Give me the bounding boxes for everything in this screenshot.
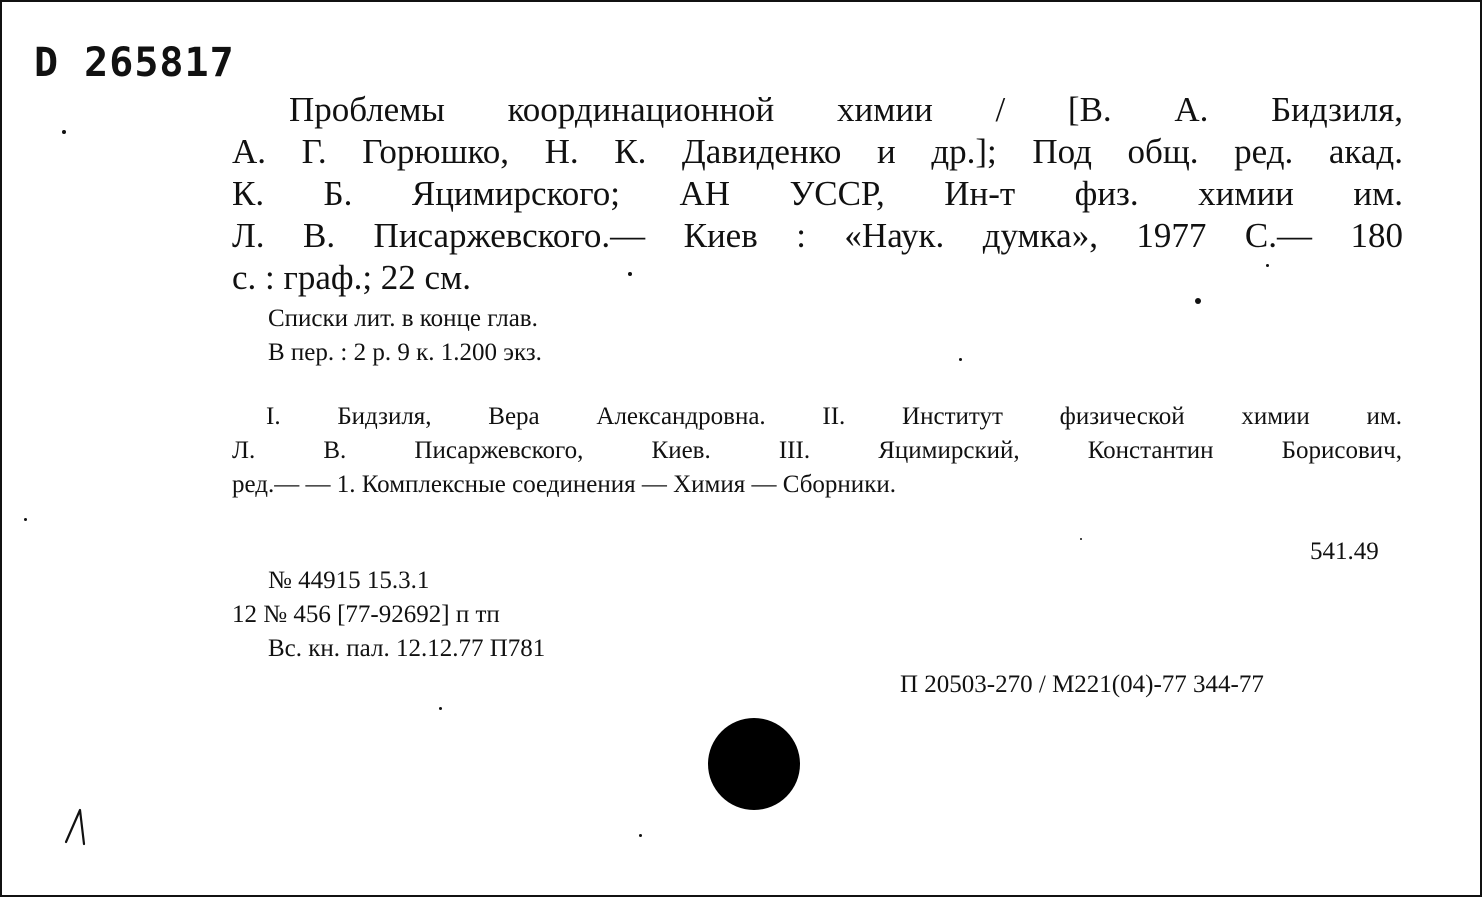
speck	[1266, 264, 1269, 267]
tracing-line-2: Л. В. Писаржевского, Киев. III. Яцимирский, Константин Борисович,	[232, 437, 1402, 464]
accession-line-2: 12 № 456 [77-92692] п тп	[232, 601, 500, 628]
speck	[24, 518, 27, 521]
speck	[959, 358, 962, 361]
note-bibliography: Списки лит. в конце глав.	[268, 305, 538, 332]
title-line-4: Л. В. Писаржевского.— Киев : «Наук. думка», 1977 С.— 180	[232, 216, 1403, 255]
note-price: В пер. : 2 р. 9 к. 1.200 экз.	[268, 339, 542, 366]
udc-number: 541.49	[1310, 538, 1379, 565]
call-number: D 265817	[34, 40, 235, 86]
title-line-2: А. Г. Горюшко, Н. К. Давиденко и др.]; Под общ. ред. акад.	[232, 132, 1403, 171]
classification-code: П 20503-270 / М221(04)-77 344-77	[900, 671, 1264, 698]
accession-line-1: № 44915 15.3.1	[268, 567, 430, 594]
speck	[1080, 538, 1082, 540]
pencil-mark	[60, 802, 100, 852]
speck	[628, 272, 632, 276]
speck	[439, 707, 442, 710]
title-line-3: К. Б. Яцимирского; АН УССР, Ин-т физ. химии им.	[232, 174, 1403, 213]
title-line-1: Проблемы координационной химии / [В. А. Бидзиля,	[289, 90, 1403, 129]
accession-line-3: Вс. кн. пал. 12.12.77 П781	[268, 635, 546, 662]
title-line-5: с. : граф.; 22 см.	[232, 258, 471, 297]
tracing-line-3: ред.— — 1. Комплексные соединения — Химия — Сборники.	[232, 471, 896, 498]
speck	[639, 834, 642, 837]
speck	[62, 130, 66, 134]
tracing-line-1: I. Бидзиля, Вера Александровна. II. Институт физической химии им.	[266, 403, 1402, 430]
punch-hole	[708, 718, 800, 810]
speck	[1195, 298, 1201, 304]
